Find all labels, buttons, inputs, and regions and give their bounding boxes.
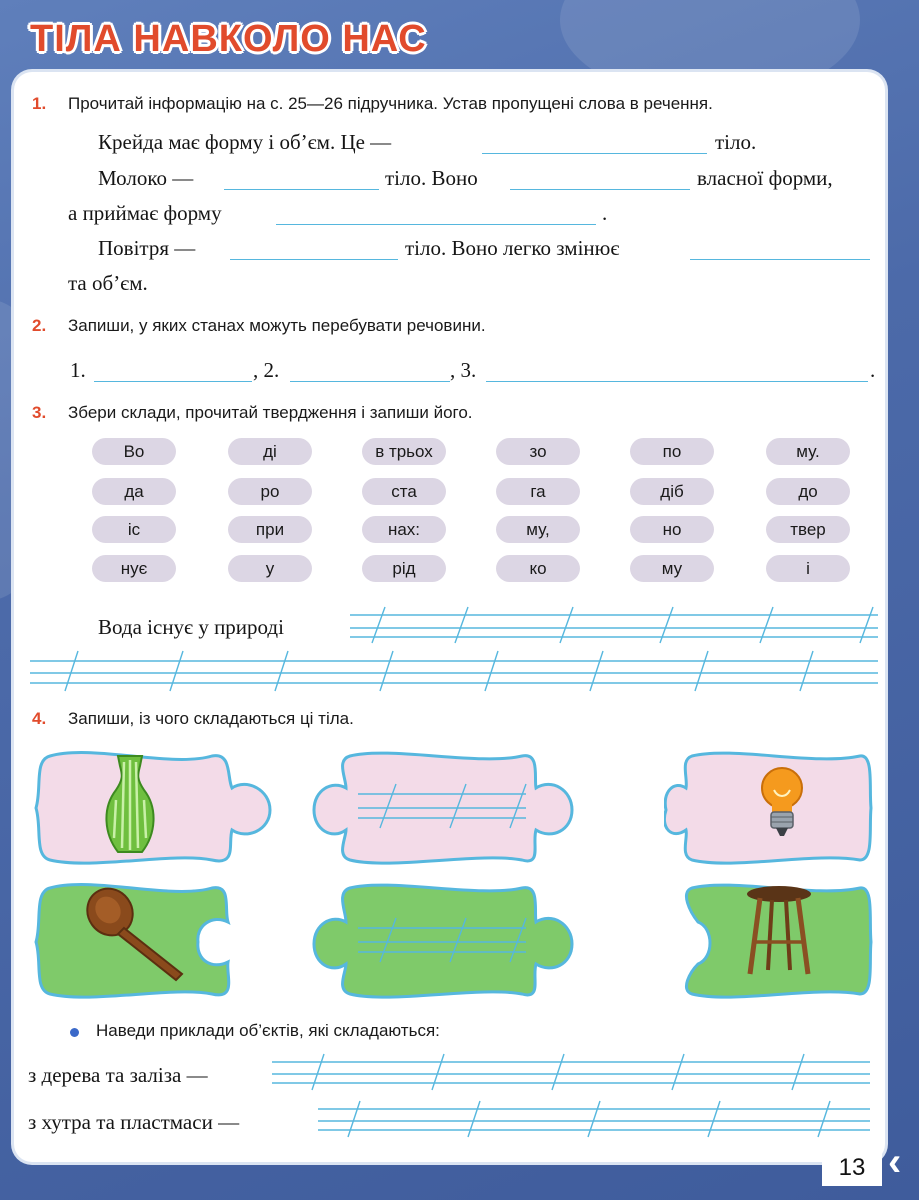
state-label-2: , 2.: [253, 358, 280, 382]
puzzle-piece-blank-2[interactable]: [310, 880, 576, 1004]
syllable-chip[interactable]: ко: [496, 555, 580, 582]
blank-5[interactable]: [230, 259, 398, 260]
syllable-chip[interactable]: да: [92, 478, 176, 505]
task-1-line-2a: Молоко —: [98, 166, 194, 190]
syllable-chip[interactable]: при: [228, 516, 312, 543]
task-1-line-2b: тіло. Воно: [385, 166, 478, 190]
syllable-chip[interactable]: ді: [228, 438, 312, 465]
state-label-3: , 3.: [450, 358, 477, 382]
blank-1[interactable]: [482, 153, 707, 154]
syllable-chip[interactable]: но: [630, 516, 714, 543]
vase-icon: [98, 752, 162, 856]
task-1-line-4a: Повітря —: [98, 236, 196, 260]
blank-3[interactable]: [510, 189, 690, 190]
syllable-chip[interactable]: га: [496, 478, 580, 505]
wooden-spoon-icon: [82, 882, 192, 982]
page-title: ТІЛА НАВКОЛО НАС: [30, 18, 427, 60]
blank-6[interactable]: [690, 259, 870, 260]
task-2-text: Запиши, у яких станах можуть перебувати речовини.: [68, 316, 486, 335]
syllable-chip[interactable]: нах:: [362, 516, 446, 543]
syllable-chip[interactable]: ро: [228, 478, 312, 505]
syllable-chip[interactable]: му,: [496, 516, 580, 543]
syllable-chip[interactable]: нує: [92, 555, 176, 582]
task-3-number: 3.: [32, 403, 47, 422]
task-1-text: Прочитай інформацію на с. 25—26 підручника. Устав пропущені слова в речення.: [68, 94, 713, 113]
syllable-chip[interactable]: рід: [362, 555, 446, 582]
answer-line-fur-plastic[interactable]: [318, 1097, 870, 1139]
state-blank-1[interactable]: [94, 381, 252, 382]
lightbulb-icon: [756, 764, 808, 842]
syllable-chip[interactable]: Во: [92, 438, 176, 465]
task-1-line-2c: власної форми,: [697, 166, 833, 190]
task-1-line-5a: та об’єм.: [68, 271, 148, 295]
task-4-number: 4.: [32, 709, 47, 728]
task-2-number: 2.: [32, 316, 47, 335]
task-4-bullet-text: Наведи приклади об’єктів, які складаються:: [96, 1021, 440, 1040]
task-1-line-3a: а приймає форму: [68, 201, 222, 225]
puzzle-piece-blank-1[interactable]: [310, 748, 576, 868]
question-fur-plastic: з хутра та пластмаси —: [28, 1110, 240, 1134]
task-3-text: Збери склади, прочитай твердження і запиши його.: [68, 403, 473, 422]
task-1-number: 1.: [32, 94, 47, 113]
state-blank-2[interactable]: [290, 381, 450, 382]
syllable-chip[interactable]: у: [228, 555, 312, 582]
task-4-text: Запиши, із чого складаються ці тіла.: [68, 709, 354, 728]
answer-start-text: Вода існує у природі: [98, 615, 290, 640]
syllable-chip[interactable]: твер: [766, 516, 850, 543]
syllable-chip[interactable]: по: [630, 438, 714, 465]
task-1-line-1a: Крейда має форму і об’єм. Це —: [98, 130, 392, 154]
syllable-chip[interactable]: му: [630, 555, 714, 582]
syllable-chip[interactable]: і: [766, 555, 850, 582]
syllable-chip[interactable]: в трьох: [362, 438, 446, 465]
state-label-1: 1.: [70, 358, 86, 382]
state-blank-3[interactable]: [486, 381, 868, 382]
stool-icon: [744, 884, 814, 978]
question-wood-iron: з дерева та заліза —: [28, 1063, 208, 1087]
task-1-line-4b: тіло. Воно легко змінює: [405, 236, 620, 260]
syllable-chip[interactable]: му.: [766, 438, 850, 465]
syllable-chip[interactable]: іс: [92, 516, 176, 543]
task-1-line-1b: тіло.: [715, 130, 757, 154]
state-end: .: [870, 358, 876, 382]
syllable-chip[interactable]: зо: [496, 438, 580, 465]
syllable-chip[interactable]: діб: [630, 478, 714, 505]
blank-4[interactable]: [276, 224, 596, 225]
answer-line-wood-iron[interactable]: [272, 1050, 870, 1092]
chevron-left-icon: ‹: [888, 1140, 902, 1184]
bullet-icon: [70, 1028, 79, 1037]
syllable-chip[interactable]: до: [766, 478, 850, 505]
page-number: 13: [822, 1146, 882, 1186]
task-1-line-3b: .: [602, 201, 608, 225]
blank-2[interactable]: [224, 189, 379, 190]
syllable-chip[interactable]: ста: [362, 478, 446, 505]
